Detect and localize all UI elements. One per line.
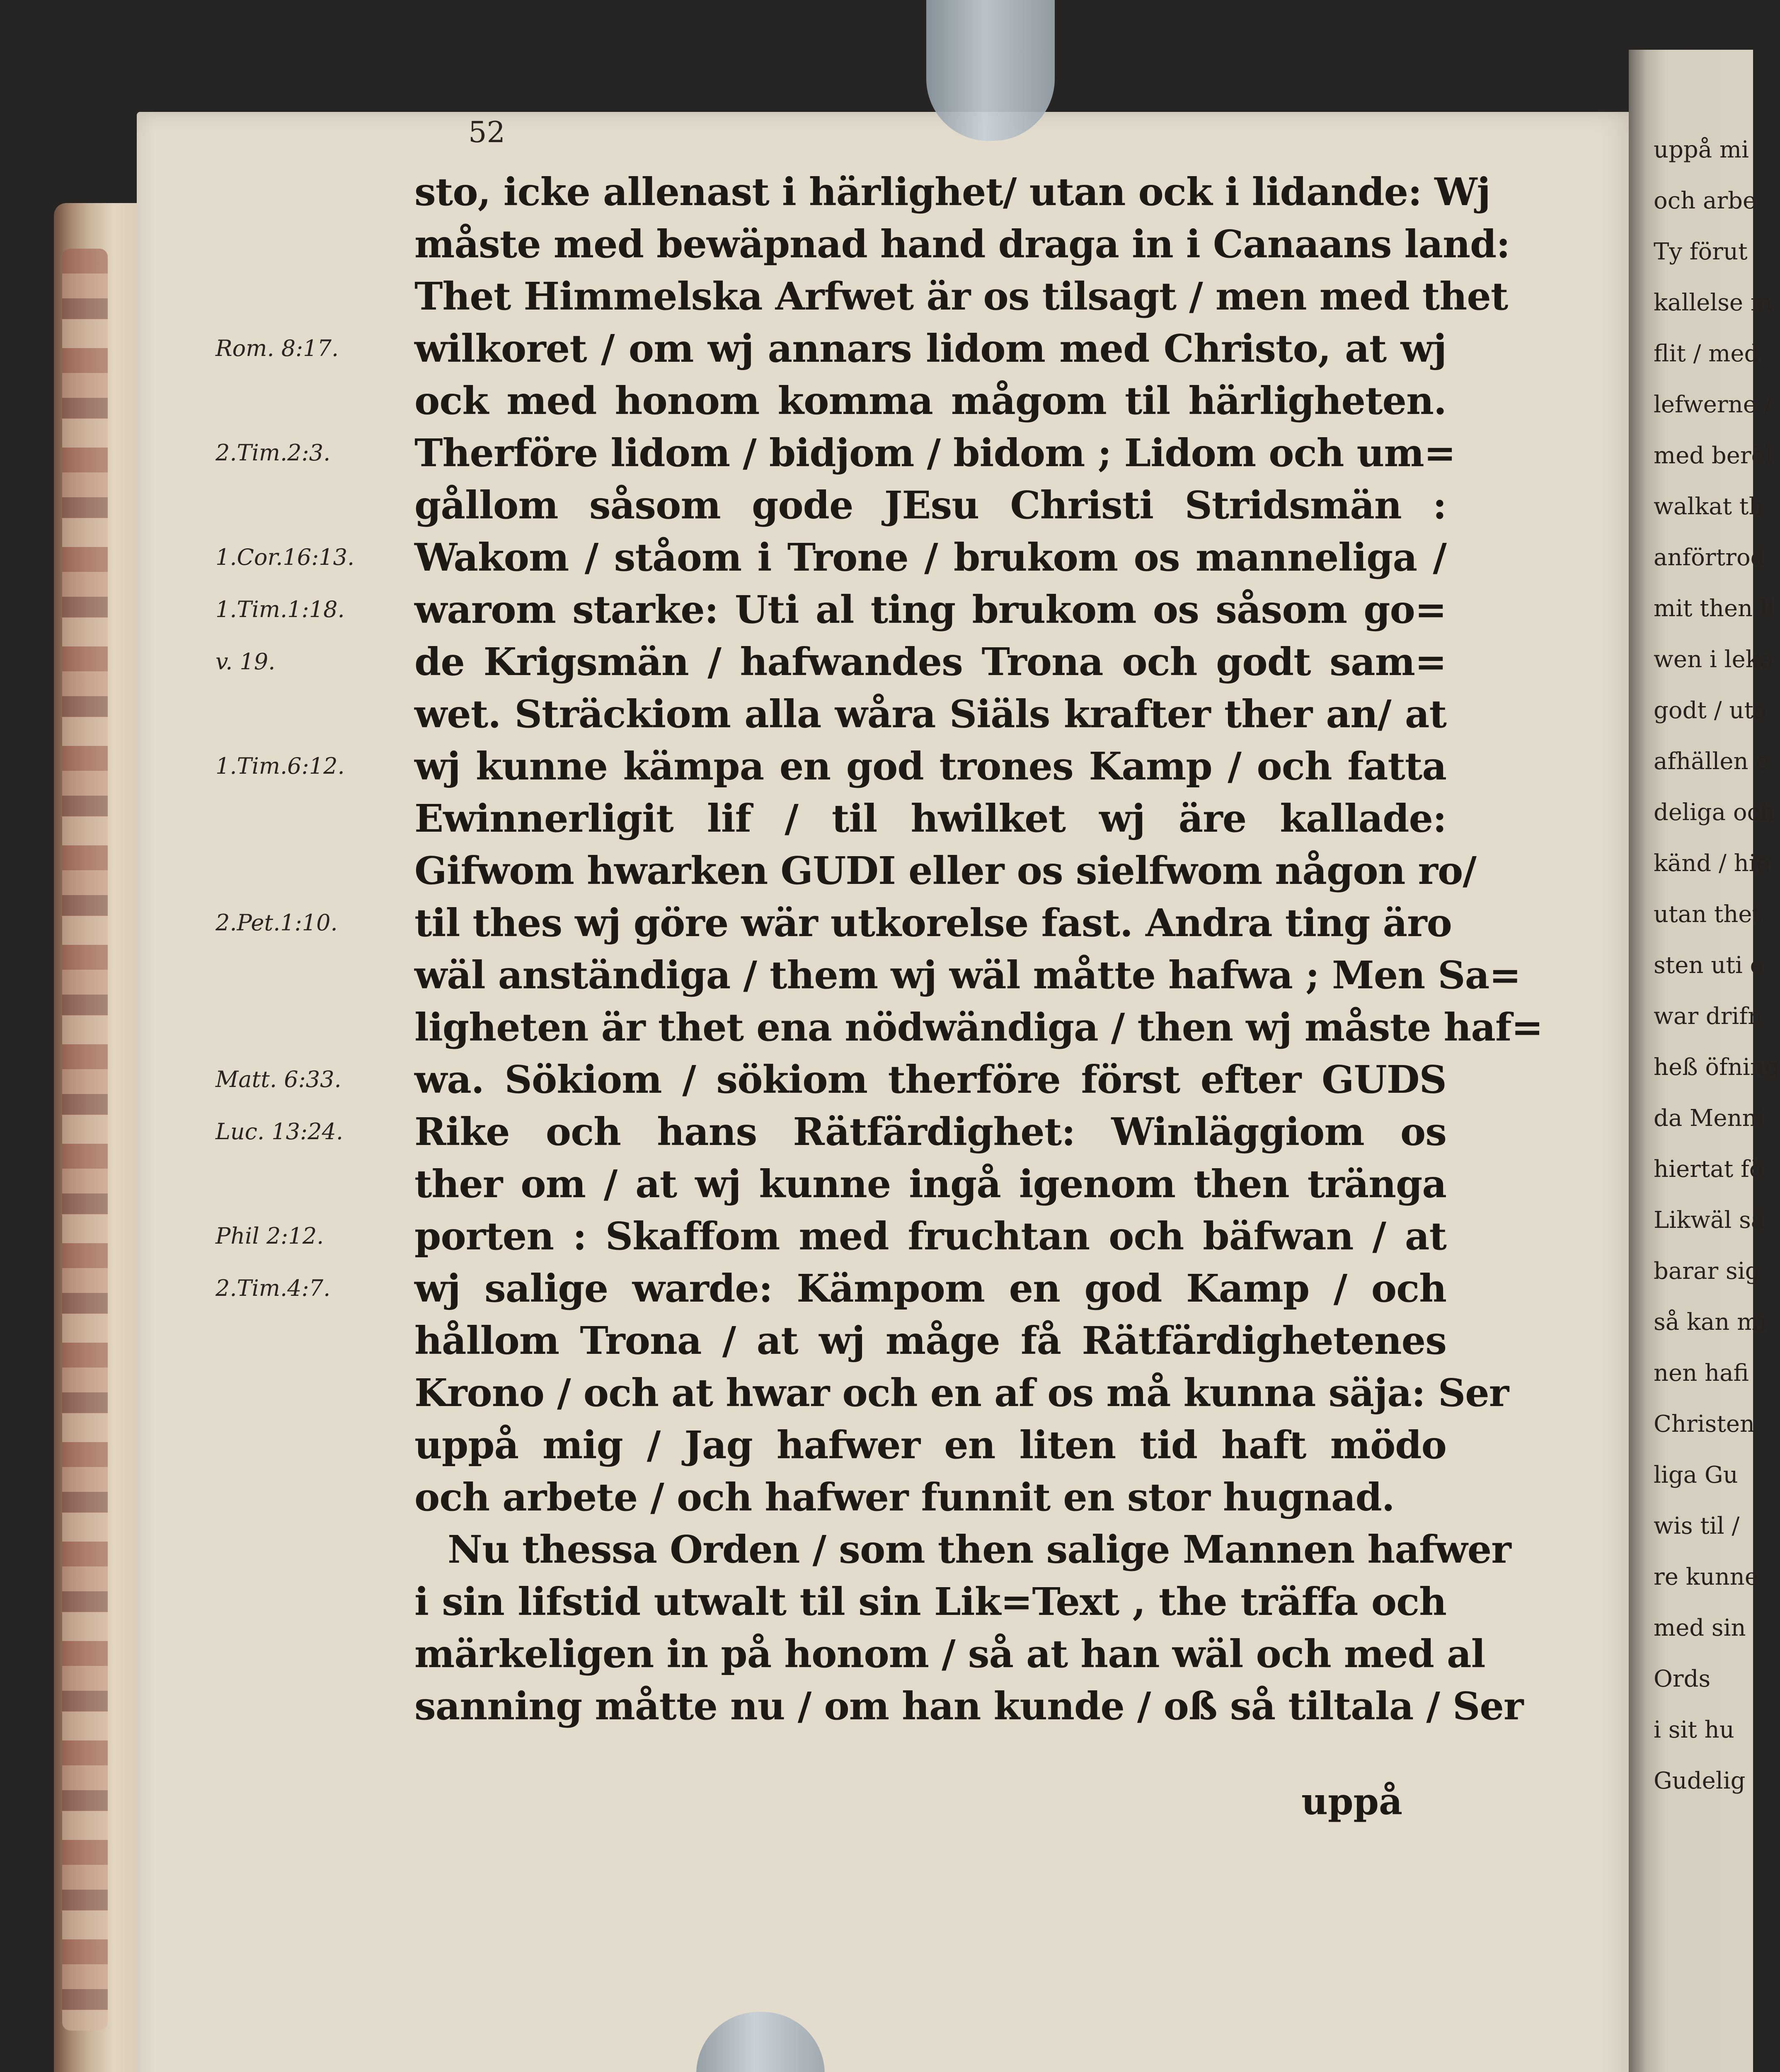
facing-page-line: Ty förut (1654, 238, 1748, 265)
text-line (0, 427, 1773, 479)
text-line (0, 1523, 1750, 1576)
margin-reference: 1.Tim.6:12. (216, 753, 345, 779)
line-text: warom starke: Uti al ting brukom os såsom go= (414, 587, 1446, 632)
facing-page-line: nen hafi (1654, 1360, 1749, 1387)
facing-page-line: i sit hu (1654, 1716, 1734, 1743)
facing-page-line: wen i leka (1654, 646, 1774, 673)
margin-reference: Phil 2:12. (216, 1223, 324, 1249)
facing-page-line: liga Gu (1654, 1462, 1738, 1489)
margin-reference: 1.Cor.16:13. (216, 544, 355, 570)
line-text: hållom Trona / at wj måge få Rätfärdighetenes (414, 1318, 1446, 1363)
facing-page-line: kallelse m (1654, 289, 1773, 316)
facing-page-line: flit / med (1654, 340, 1759, 367)
line-text: Therföre lidom / bidjom / bidom ; Lidom och um= (414, 431, 1455, 475)
text-line (0, 1576, 1750, 1628)
facing-page-line: hiertat fö (1654, 1156, 1763, 1183)
line-text: til thes wj göre wär utkorelse fast. Andra ting äro (414, 900, 1452, 945)
text-line (0, 1680, 1750, 1732)
line-text: wet. Sträckiom alla wåra Siäls krafter ther an/ at (414, 692, 1446, 736)
facing-page-line: med beröl (1654, 442, 1773, 469)
facing-page-line: sten uti e (1654, 952, 1764, 979)
text-line (0, 897, 1750, 949)
line-text: uppå mig / Jag hafwer en liten tid haft mödo (414, 1423, 1446, 1467)
facing-page-line: barar sig (1654, 1258, 1760, 1285)
line-text: Ewinnerligit lif / til hwilket wj äre kallade: (414, 796, 1446, 841)
margin-reference: 1.Tim.1:18. (216, 596, 345, 622)
line-text: ligheten är thet ena nödwändiga / then wj måste haf= (414, 1005, 1543, 1050)
facing-page-line: uppå mi (1654, 136, 1749, 163)
line-text: wäl anständiga / them wj wäl måtte hafwa ; Men Sa= (414, 953, 1521, 997)
text-line (0, 375, 1750, 427)
line-text: ock med honom komma mågom til härligheten. (414, 378, 1446, 423)
margin-reference: 2.Tim.2:3. (216, 440, 331, 466)
text-line (0, 270, 1750, 322)
line-text: wilkoret / om wj annars lidom med Christo, at wj (414, 326, 1446, 371)
text-line (0, 1628, 1750, 1680)
facing-page-line: anförtrod (1654, 544, 1765, 571)
text-line (0, 1262, 1750, 1314)
text-line (0, 1106, 1750, 1158)
facing-page-line: Ords (1654, 1665, 1711, 1692)
text-line (0, 1419, 1750, 1471)
facing-page-line: war drifn (1654, 1003, 1763, 1030)
facing-page-line: afhällen c (1654, 748, 1769, 775)
text-line (0, 1158, 1750, 1210)
facing-page-line: re kunne (1654, 1564, 1758, 1590)
margin-reference: Matt. 6:33. (216, 1066, 341, 1092)
facing-page-line: Gudelig (1654, 1767, 1746, 1794)
facing-page-line: heß öfning (1654, 1054, 1780, 1081)
margin-reference: v. 19. (216, 649, 276, 675)
facing-page-line: mit then li (1654, 595, 1775, 622)
line-text: Gifwom hwarken GUDI eller os sielfwom någon ro/ (414, 848, 1476, 893)
text-line (0, 531, 1765, 583)
line-text: ther om / at wj kunne ingå igenom then tränga (414, 1162, 1446, 1206)
line-text: wa. Sökiom / sökiom therföre först efter GUDS (414, 1057, 1446, 1102)
facing-page-line: så kan mi (1654, 1309, 1767, 1336)
line-text: gållom såsom gode JEsu Christi Stridsmän : (414, 483, 1446, 528)
text-line (0, 949, 1750, 1001)
text-line (0, 740, 1750, 792)
margin-reference: 2.Pet.1:10. (216, 910, 338, 936)
facing-page-line: utan thet (1654, 901, 1762, 928)
catchword: uppå (1301, 1780, 1403, 1823)
text-line (0, 1471, 1750, 1523)
text-line (0, 688, 1750, 740)
line-text: märkeligen in på honom / så at han wäl och med al (414, 1631, 1485, 1676)
facing-page-line: wis til / (1654, 1513, 1740, 1539)
facing-page-line: Christen (1654, 1411, 1755, 1438)
facing-page-line: lefwerne / (1654, 391, 1772, 418)
facing-page-line: känd / hie (1654, 850, 1770, 877)
text-line (0, 636, 1774, 688)
text-line (0, 1367, 1750, 1419)
facing-page-line: med sin (1654, 1615, 1746, 1641)
line-text: Nu thessa Orden / som then salige Mannen hafwer (448, 1527, 1511, 1572)
facing-page-line: walkat th (1654, 493, 1764, 520)
text-line (0, 1053, 1750, 1106)
margin-reference: Luc. 13:24. (216, 1118, 343, 1145)
line-text: de Krigsmän / hafwandes Trona och godt sam= (414, 639, 1446, 684)
line-text: Krono / och at hwar och en af os må kunna säja: Ser (414, 1370, 1509, 1415)
line-text: porten : Skaffom med fruchtan och bäfwan / at (414, 1214, 1446, 1259)
line-text: måste med bewäpnad hand draga in i Canaans land: (414, 222, 1510, 266)
text-line (0, 1001, 1750, 1053)
line-text: Wakom / ståom i Trone / brukom os manneliga / (414, 535, 1446, 580)
text-line (0, 845, 1750, 897)
line-text: sto, icke allenast i härlighet/ utan ock i lidande: Wj (414, 169, 1490, 214)
line-text: och arbete / och hafwer funnit en stor hugnad. (414, 1475, 1395, 1520)
line-text: wj kunne kämpa en god trones Kamp / och fatta (414, 744, 1446, 789)
line-text: wj salige warde: Kämpom en god Kamp / och (414, 1266, 1446, 1311)
facing-page-line: Likwäl så (1654, 1207, 1765, 1234)
text-line (0, 218, 1750, 270)
text-line (0, 792, 1750, 845)
line-text: Rike och hans Rätfärdighet: Winläggiom os (414, 1109, 1446, 1154)
text-line (0, 479, 1764, 531)
facing-page-line: da Menni (1654, 1105, 1765, 1132)
facing-page-line: deliga och (1654, 799, 1775, 826)
line-text: sanning måtte nu / om han kunde / oß så tiltala / Ser (414, 1684, 1523, 1728)
top-clip (926, 0, 1055, 141)
line-text: i sin lifstid utwalt til sin Lik=Text , the träffa och (414, 1579, 1446, 1624)
margin-reference: Rom. 8:17. (216, 335, 339, 361)
margin-reference: 2.Tim.4:7. (216, 1275, 331, 1301)
text-line (0, 322, 1750, 375)
page-number: 52 (468, 115, 506, 149)
facing-page-line: och arbe (1654, 187, 1757, 214)
facing-page-line: godt / uta (1654, 697, 1768, 724)
text-line (0, 166, 1750, 218)
text-line (0, 583, 1775, 636)
text-line (0, 1210, 1750, 1262)
line-text: Thet Himmelska Arfwet är os tilsagt / men med thet (414, 274, 1508, 319)
text-line (0, 1314, 1750, 1367)
